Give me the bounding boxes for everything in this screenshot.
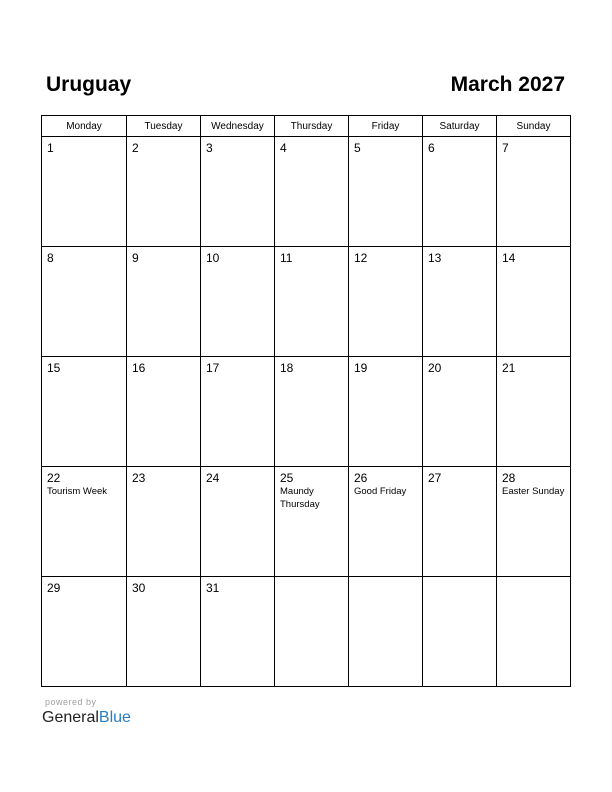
day-number: 14: [502, 251, 516, 265]
day-number: 21: [502, 361, 516, 375]
week-row: [42, 357, 571, 467]
day-number: 22: [47, 471, 61, 485]
day-cell: [423, 577, 497, 687]
day-number: 4: [280, 141, 287, 155]
day-cell: [127, 357, 201, 467]
day-cell: [497, 137, 571, 247]
week-row: [42, 137, 571, 247]
day-number: 15: [47, 361, 61, 375]
weekday-header: Saturday: [423, 116, 497, 137]
holiday-label: Maundy Thursday: [280, 486, 320, 510]
day-cell: [127, 577, 201, 687]
day-cell: [42, 577, 127, 687]
day-cell: [201, 137, 275, 247]
day-number: 23: [132, 471, 146, 485]
weekday-header: Sunday: [497, 116, 571, 137]
day-cell: [349, 577, 423, 687]
brand-blue-text: Blue: [98, 709, 131, 726]
day-cell: [349, 137, 423, 247]
day-cell: [42, 357, 127, 467]
day-number: 8: [47, 251, 54, 265]
day-cell: [42, 137, 127, 247]
month-calendar-grid: [41, 115, 571, 687]
day-cell: [42, 467, 127, 577]
day-number: 20: [428, 361, 442, 375]
day-cell: [201, 357, 275, 467]
day-number: 30: [132, 581, 146, 595]
day-cell: [201, 247, 275, 357]
day-cell: [497, 577, 571, 687]
day-number: 26: [354, 471, 368, 485]
day-cell: [127, 467, 201, 577]
day-cell: [42, 247, 127, 357]
day-cell: [275, 577, 349, 687]
day-number: 6: [428, 141, 435, 155]
day-number: 5: [354, 141, 361, 155]
calendar-header: [41, 70, 571, 100]
day-cell: [275, 467, 349, 577]
day-number: 11: [280, 251, 293, 265]
weekday-header: Monday: [42, 116, 127, 137]
day-number: 7: [502, 141, 509, 155]
day-number: 2: [132, 141, 139, 155]
day-number: 18: [280, 361, 294, 375]
day-number: 27: [428, 471, 442, 485]
day-number: 3: [206, 141, 213, 155]
day-cell: [497, 357, 571, 467]
day-cell: [127, 137, 201, 247]
day-cell: [349, 357, 423, 467]
day-number: 12: [354, 251, 368, 265]
day-number: 31: [206, 581, 220, 595]
week-row: [42, 247, 571, 357]
day-cell: [423, 357, 497, 467]
day-cell: [497, 467, 571, 577]
day-cell: [349, 467, 423, 577]
week-row: [42, 577, 571, 687]
day-number: 9: [132, 251, 139, 265]
day-cell: [423, 467, 497, 577]
day-number: 25: [280, 471, 294, 485]
day-cell: [423, 247, 497, 357]
weekday-header: Friday: [349, 116, 423, 137]
day-cell: [497, 247, 571, 357]
day-cell: [275, 247, 349, 357]
day-number: 28: [502, 471, 516, 485]
weekday-header: Thursday: [275, 116, 349, 137]
day-number: 10: [206, 251, 220, 265]
brand-general-text: General: [42, 709, 99, 726]
day-number: 19: [354, 361, 368, 375]
day-number: 16: [132, 361, 146, 375]
day-cell: [127, 247, 201, 357]
brand-footer: [42, 697, 131, 728]
day-cell: [201, 577, 275, 687]
holiday-label: Good Friday: [354, 486, 407, 497]
day-number: 13: [428, 251, 442, 265]
weekday-header-row: [42, 116, 571, 137]
week-row: [42, 467, 571, 577]
day-cell: [201, 467, 275, 577]
day-cell: [275, 137, 349, 247]
weekday-header: Tuesday: [127, 116, 201, 137]
day-number: 17: [206, 361, 220, 375]
day-number: 1: [47, 141, 54, 155]
day-cell: [423, 137, 497, 247]
holiday-label: Easter Sunday: [502, 486, 565, 497]
generalblue-logo[interactable]: [42, 708, 131, 728]
weekday-header: Wednesday: [201, 116, 275, 137]
day-number: 29: [47, 581, 61, 595]
powered-by-label: powered by: [45, 697, 97, 707]
country-title: Uruguay: [46, 73, 132, 96]
day-cell: [275, 357, 349, 467]
month-title: March 2027: [450, 73, 565, 96]
day-number: 24: [206, 471, 220, 485]
holiday-label: Tourism Week: [47, 486, 108, 497]
day-cell: [349, 247, 423, 357]
